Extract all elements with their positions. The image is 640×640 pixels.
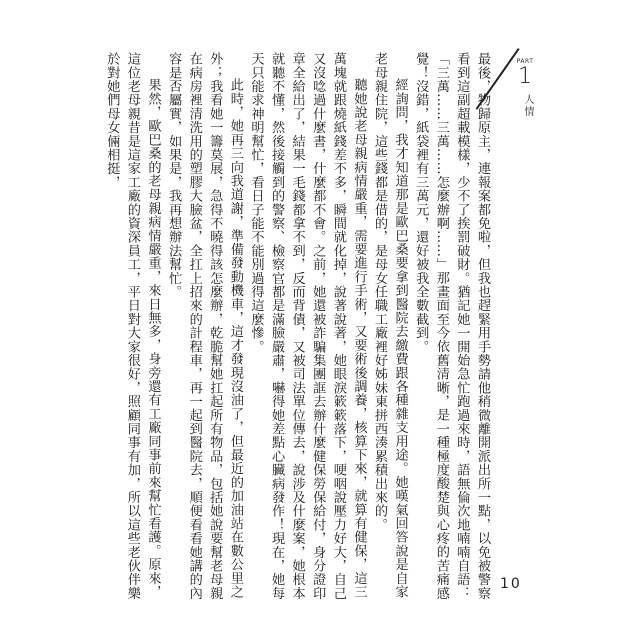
part-number: 1 [518,64,532,89]
paragraph-1: 最後，物歸原主，連報案都免啦，但我也趕緊用手勢請他稍微離開派出所一點，以免被警察看到這副超載模樣，少不了挨罰破財。猶記她一開始急忙跑過來時，語無倫次地喃喃自語：「三萬……三萬……怎麼辦啊……」那畫面至今依舊清晰，是一種極度酸楚與心疼的苦痛感覺！沒錯，紙袋裡有三萬元，還好被我全數截到。 [413,52,490,600]
part-title: 人情 [522,94,533,118]
body-text [101,52,492,600]
paragraph-3: 聽她說老母親病情嚴重，需要進行手術，又要術後調養，核算下來，就算有健保，這三萬塊就跟燒紙錢差不多，瞬間就化掉，說著說著，她眼淚簌簌落下，哽咽說壓力好大，自己又沒唸過什麼書，什麼都不會。之前，她還被詐騙集團誆去辦什麼健保勞保給付，身分證印章全給出了，結果一毛錢都拿不到，反而背債，又被司法單位傳去，說涉及什麼案，她根本就聽不懂，然後接觸到的警察、檢察官都是滿臉嚴肅，嚇得她差點心臟病發作！現在，她每天只能求神明幫忙，看日子能不能別過得這麼慘。 [248,52,367,600]
part-header [510,58,540,118]
paragraph-5: 果然，歐巴桑的老母親病情嚴重，來日無多，身旁還有工廠同事前來幫忙看護。原來，這位老母親昔是這家工廠的資深員工，平日對大家很好，照顧同事有加，所以這些老伙伴樂於對她們母女倆相挺， [104,52,161,600]
paragraph-2: 經詢問，我才知道那是歐巴桑要拿到醫院去繳費跟各種雜支用途。她嘆氣回答說是自家老母親住院，這些錢都是借的，是母女任職工廠裡好姊妹東拼西湊累積出來的。 [372,52,408,599]
page-number: 10 [500,576,522,592]
paragraph-4: 此時，她再三向我道謝，準備發動機車，這才發現沒油了，但最近的加油站在數公里之外；我看她一籌莫展，急得不曉得該怎麼辦，乾脆幫她扛起所有物品，包括她說要幫老母親在病房裡清洗用的塑膠大臉盆，全扛上招來的計程車，再一起到醫院去，順便看看她講的內容是否屬實，如果是，我再想辦法幫忙。 [166,52,243,600]
part-label: PART [516,58,534,65]
